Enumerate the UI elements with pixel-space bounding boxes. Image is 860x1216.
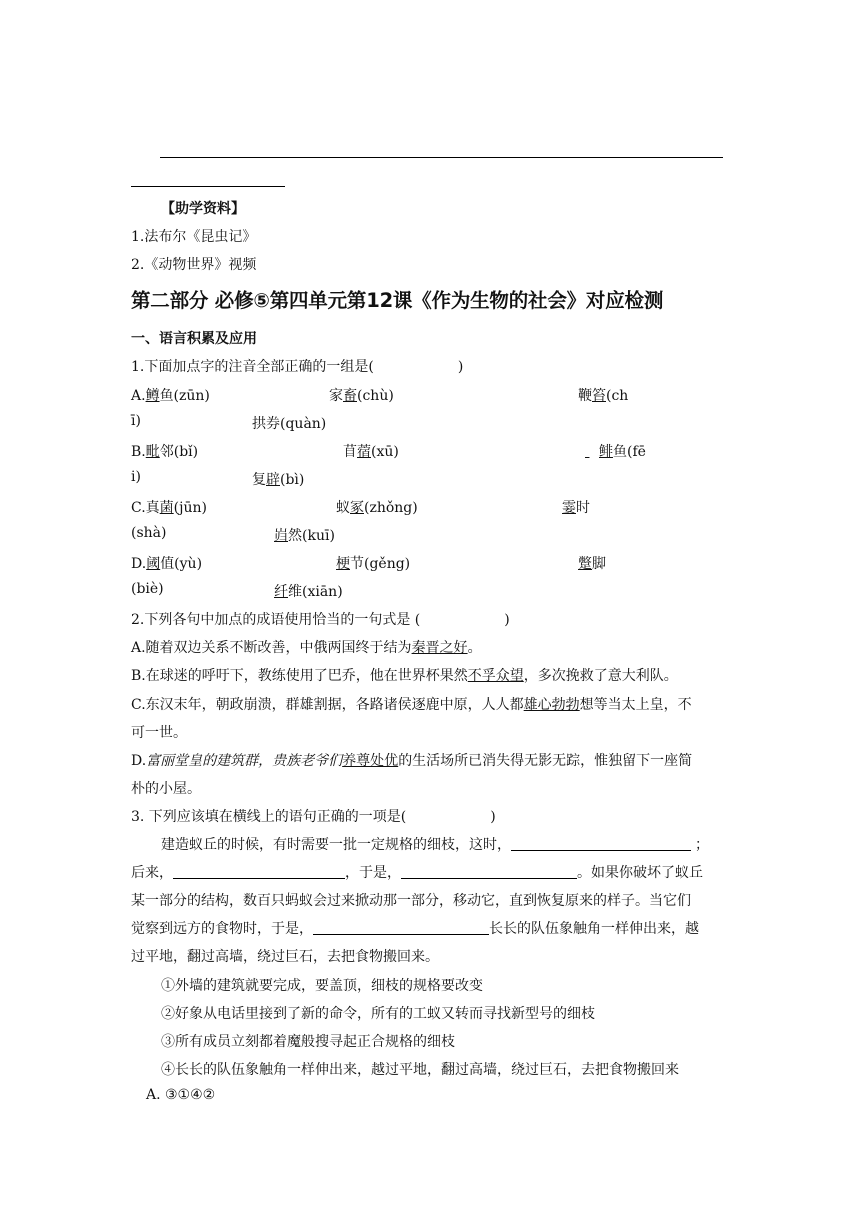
q2c-pre: C.东汉末年，朝政崩溃，群雄割据，各路诸侯逐鹿中原，人人都 <box>131 697 524 713</box>
q1a-word4: 拱券(quàn) <box>252 416 327 432</box>
q3-blank-4[interactable] <box>313 920 489 935</box>
q1c-w2: 冢 <box>350 500 364 516</box>
q3-p2a: 后来， <box>131 865 173 881</box>
resource-item-2: 2.《动物世界》视频 <box>131 257 257 273</box>
q1-stem <box>131 356 463 376</box>
q2d-idiom: 养尊处优 <box>342 753 399 769</box>
q1d-w4-pre: 纤 <box>274 584 288 600</box>
q3-p2b: ，于是， <box>345 865 401 881</box>
resources-heading: 【助学资料】 <box>161 201 245 217</box>
q3-blank-1[interactable] <box>511 836 691 851</box>
q1c-w1-rest: (jūn) <box>173 500 207 516</box>
q1a-w1-rest: 鱼(zūn) <box>159 388 210 404</box>
q1b-w1-rest: 邻(bǐ) <box>159 444 199 460</box>
q1c-w1: 菌 <box>159 500 174 516</box>
q1a-w1: 鳟 <box>145 388 160 404</box>
q1d-w3: 蹩 <box>578 556 592 572</box>
q1a-w3-rest: (ch <box>606 388 629 404</box>
q1a-prefix: A. <box>131 388 146 404</box>
q2d-italic: 富丽堂皇的建筑群，贵族老爷们 <box>146 753 343 769</box>
q1b-word3 <box>585 441 646 461</box>
q1-stem-close: ) <box>457 359 464 375</box>
q1b-w4: 辟 <box>266 472 280 488</box>
q1d-word2 <box>336 553 410 573</box>
q1c-w2-pre: 蚁 <box>336 500 350 516</box>
q2c-idiom: 雄心勃勃 <box>523 697 580 713</box>
q3-passage-line-1 <box>161 834 709 854</box>
q1b-w3-pre: 鲱 <box>599 444 613 460</box>
q1b-w3-space <box>585 444 599 460</box>
q1c-word2 <box>336 497 418 517</box>
q1d-w3-rest: 脚 <box>592 556 606 572</box>
q2b-post: ，多次挽救了意大利队。 <box>523 668 678 684</box>
q1c-w4: 岿 <box>274 528 288 544</box>
q2d-post: 的生活场所已消失得无影无踪，惟独留下一座简 <box>398 753 693 769</box>
top-rule-short <box>131 186 285 187</box>
q2-stem <box>131 609 510 629</box>
q1-option-c[interactable] <box>131 497 207 517</box>
q1b-w2-pre: 苜 <box>343 444 357 460</box>
q1d-w2: 梗 <box>336 556 350 572</box>
q1b-w3-wrap: i) <box>131 469 141 485</box>
q1a-word2 <box>329 385 394 405</box>
q1c-word3 <box>562 497 590 517</box>
q2a-pre: A.随着双边关系不断改善，中俄两国终于结为 <box>131 640 412 656</box>
q3-p1-end: ； <box>695 837 709 853</box>
q1-option-a[interactable] <box>131 385 210 405</box>
q3-stem-close: ) <box>490 809 496 825</box>
q3-option-1: ①外墙的建筑就要完成，要盖顶，细枝的规格要改变 <box>161 978 483 994</box>
q1c-w3: 霎 <box>562 500 576 516</box>
q1-option-d[interactable] <box>131 553 202 573</box>
q2-option-b[interactable] <box>131 665 678 685</box>
q1d-word3 <box>578 553 606 573</box>
resource-item-1: 1.法布尔《昆虫记》 <box>131 229 257 245</box>
q3-answer-a[interactable]: A. ③①④② <box>146 1087 216 1103</box>
q2-stem-text: 2.下列各句中加点的成语使用恰当的一句式是 ( <box>131 612 421 628</box>
q2-option-a[interactable] <box>131 637 482 657</box>
part-title: 第二部分 必修⑤第四单元第12课《作为生物的社会》对应检测 <box>131 289 664 312</box>
q3-p1: 建造蚁丘的时候，有时需要一批一定规格的细枝，这时， <box>161 837 511 853</box>
q1c-prefix: C.真 <box>131 500 160 516</box>
q3-passage-line-3: 某一部分的结构，数百只蚂蚁会过来掀动那一部分，移动它，直到恢复原来的样子。当它们 <box>131 893 691 909</box>
q1b-w3-rest: 鱼(fē <box>613 444 646 460</box>
q3-passage-line-2 <box>131 862 703 882</box>
q2c-wrap: 可一世。 <box>131 725 187 741</box>
q1-option-b[interactable] <box>131 441 198 461</box>
q1b-w2-rest: (xū) <box>371 444 399 460</box>
q1b-w2: 蓿 <box>357 444 371 460</box>
q1d-prefix: D. <box>131 556 147 572</box>
q3-stem <box>131 806 496 826</box>
q3-option-3: ③所有成员立刻都着魔般搜寻起正合规格的细枝 <box>161 1034 455 1050</box>
q1d-w1-rest: 值(yù) <box>160 556 203 572</box>
q1-stem-text: 1.下面加点字的注音全部正确的一组是( <box>131 359 374 375</box>
q3-blank-3[interactable] <box>401 864 577 879</box>
q2b-idiom: 不孚众望 <box>467 668 524 684</box>
q3-passage-line-4 <box>131 918 699 938</box>
q3-p4b: 长长的队伍象触角一样伸出来，越 <box>489 921 699 937</box>
q1d-w2-rest: 节(gěng) <box>350 556 411 572</box>
q1b-w4-pre: 复 <box>252 472 266 488</box>
q2-option-c[interactable] <box>131 694 692 714</box>
q1a-w2: 畜 <box>343 388 357 404</box>
q2c-post: 想等当太上皇，不 <box>579 697 692 713</box>
q1a-w3-pre: 鞭 <box>578 388 592 404</box>
q1a-w2-rest: (chù) <box>357 388 394 404</box>
q1d-w4-rest: 维(xiān) <box>288 584 343 600</box>
q3-option-2: ②好象从电话里接到了新的命令，所有的工蚁又转而寻找新型号的细枝 <box>161 1006 595 1022</box>
q2d-wrap: 朴的小屋。 <box>131 781 201 797</box>
q1b-word4 <box>252 469 304 489</box>
q3-passage-line-5: 过平地，翻过高墙，绕过巨石，去把食物搬回来。 <box>131 949 439 965</box>
q1b-prefix: B. <box>131 444 146 460</box>
q2d-pre: D. <box>131 753 147 769</box>
q1c-word4 <box>274 525 335 545</box>
q1a-w3-wrap: ī) <box>131 413 141 429</box>
q2b-pre: B.在球迷的呼吁下，教练使用了巴乔，他在世界杯果然 <box>131 668 468 684</box>
q1d-word4 <box>274 581 343 601</box>
q2a-post: 。 <box>467 640 482 656</box>
q1a-word3 <box>578 385 628 405</box>
q1d-w3-wrap: (biè) <box>131 581 164 597</box>
q1a-w3: 笞 <box>592 388 606 404</box>
q1c-w4-rest: 然(kuī) <box>288 528 335 544</box>
q3-stem-text: 3. 下列应该填在横线上的语句正确的一项是( <box>131 809 407 825</box>
q1a-w2-pre: 家 <box>329 388 343 404</box>
q1b-word2 <box>343 441 399 461</box>
q3-blank-2[interactable] <box>173 864 345 879</box>
q1b-w4-rest: (bì) <box>280 472 305 488</box>
section-title: 一、语言积累及应用 <box>131 331 257 347</box>
q2a-idiom: 秦晋之好 <box>411 640 468 656</box>
q1b-w1: 毗 <box>145 444 160 460</box>
q1c-w3-wrap: (shà) <box>131 525 167 541</box>
q1d-w1: 阈 <box>146 556 161 572</box>
q2-stem-close: ) <box>504 612 510 628</box>
q3-p2c: 。如果你破坏了蚁丘 <box>577 865 703 881</box>
top-rule-long <box>160 157 723 158</box>
q3-option-4: ④长长的队伍象触角一样伸出来，越过平地，翻过高墙，绕过巨石，去把食物搬回来 <box>161 1062 679 1078</box>
q3-p4a: 觉察到远方的食物时，于是， <box>131 921 313 937</box>
q1c-w2-rest: (zhǒng) <box>364 500 418 516</box>
q1c-w3-rest: 时 <box>576 500 590 516</box>
q2-option-d[interactable] <box>131 750 692 770</box>
